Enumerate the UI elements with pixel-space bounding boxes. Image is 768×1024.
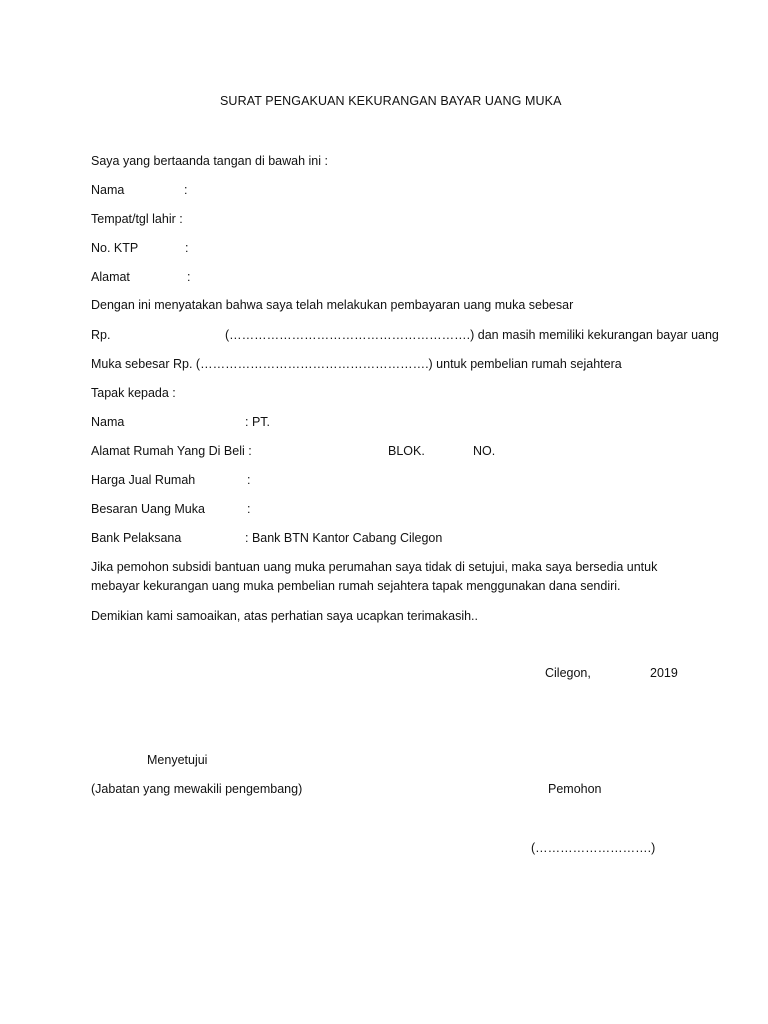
- paragraph-line-1: Jika pemohon subsidi bantuan uang muka perumahan saya tidak di setujui, maka saya bersedia untuk: [91, 560, 658, 574]
- house-address-label: Alamat Rumah Yang Di Beli :: [91, 444, 252, 458]
- year-label: 2019: [650, 666, 678, 680]
- blok-label: BLOK.: [388, 444, 425, 458]
- developer-name-label: Nama: [91, 415, 125, 429]
- bank-value: : Bank BTN Kantor Cabang Cilegon: [245, 531, 443, 545]
- closing-line: Demikian kami samoaikan, atas perhatian saya ucapkan terimakasih..: [91, 609, 478, 623]
- tapak-label: Tapak kepada :: [91, 386, 176, 400]
- down-payment-colon: :: [247, 502, 251, 516]
- intro-line: Saya yang bertaanda tangan di bawah ini :: [91, 154, 328, 168]
- ktp-label: No. KTP: [91, 241, 139, 255]
- paragraph-line-2: mebayar kekurangan uang muka pembelian rumah sejahtera tapak menggunakan dana sendiri.: [91, 579, 621, 593]
- applicant-signature-blank: (……………………….): [531, 841, 656, 855]
- approval-role: (Jabatan yang mewakili pengembang): [91, 782, 303, 796]
- ttl-label: Tempat/tgl lahir :: [91, 212, 183, 226]
- statement-line-3: Muka sebesar Rp. (……………………………………………….) untuk pembelian rumah sejahtera: [91, 357, 622, 371]
- statement-line-1: Dengan ini menyatakan bahwa saya telah melakukan pembayaran uang muka sebesar: [91, 298, 574, 312]
- document-title: SURAT PENGAKUAN KEKURANGAN BAYAR UANG MUKA: [220, 94, 562, 108]
- nama-label: Nama: [91, 183, 125, 197]
- nama-colon: :: [184, 183, 188, 197]
- down-payment-label: Besaran Uang Muka: [91, 502, 205, 516]
- no-label: NO.: [473, 444, 496, 458]
- rp-label: Rp.: [91, 328, 111, 342]
- alamat-colon: :: [187, 270, 191, 284]
- applicant-label: Pemohon: [548, 782, 602, 796]
- approval-label: Menyetujui: [147, 753, 208, 767]
- alamat-label: Alamat: [91, 270, 130, 284]
- bank-label: Bank Pelaksana: [91, 531, 182, 545]
- developer-name-value: : PT.: [245, 415, 271, 429]
- place-label: Cilegon,: [545, 666, 591, 680]
- price-label: Harga Jual Rumah: [91, 473, 196, 487]
- price-colon: :: [247, 473, 251, 487]
- statement-line-2: (………………………………………………….) dan masih memiliki kekurangan bayar uang: [225, 328, 719, 342]
- ktp-colon: :: [185, 241, 189, 255]
